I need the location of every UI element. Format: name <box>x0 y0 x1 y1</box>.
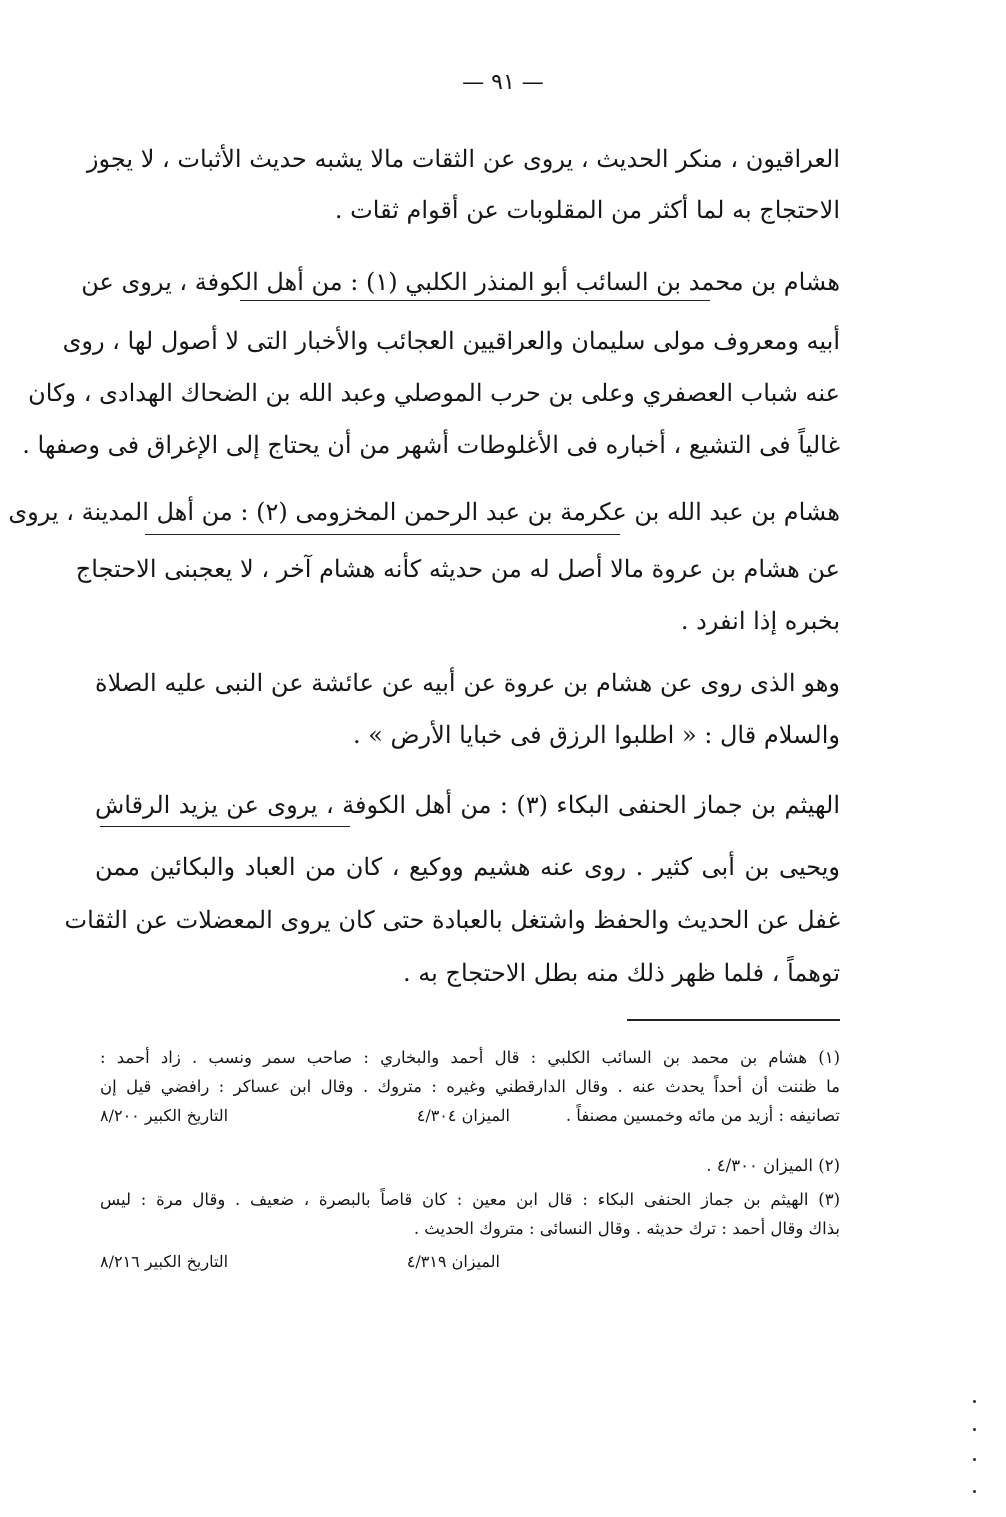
entry-name-underline <box>145 534 620 535</box>
text-line: غالياً فى التشيع ، أخباره فى الأغلوطات أشهر من أن يحتاج إلى الإغراق فى وصفها . <box>22 431 840 459</box>
footnote-separator <box>627 1019 840 1021</box>
footnote-line: (٢) الميزان ٤/٣٠٠ . <box>706 1156 840 1175</box>
text-line: غفل عن الحديث والحفظ واشتغل بالعبادة حتى كان يروى المعضلات عن الثقات <box>64 906 840 934</box>
entry-heading-line: هشام بن محمد بن السائب أبو المنذر الكلبي (١) : من أهل الكوفة ، يروى عن <box>81 268 840 296</box>
scan-speck <box>973 1490 976 1493</box>
text-line: عنه شباب العصفري وعلى بن حرب الموصلي وعبد الله بن الضحاك الهدادى ، وكان <box>28 379 840 407</box>
text-line: ويحيى بن أبى كثير . روى عنه هشيم ووكيع ، كان من العباد والبكائين ممن <box>95 853 840 881</box>
footnote-line: ما ظننت أن أحداً يحدث عنه . وقال الدارقطني وغيره : متروك . وقال ابن عساكر : رافضي قيل إن <box>100 1077 840 1096</box>
reference-tarikh: التاريخ الكبير ٨/٢١٦ <box>100 1252 229 1271</box>
entry-name-underline <box>240 300 710 301</box>
reference-mizan: الميزان ٤/٣١٩ <box>406 1252 500 1271</box>
entry-name-underline <box>100 826 350 827</box>
text-line: عن هشام بن عروة مالا أصل له من حديثه كأنه هشام آخر ، لا يعجبنى الاحتجاج <box>75 555 840 583</box>
text-line: بخبره إذا انفرد . <box>680 607 840 635</box>
footnote-line: تصانيفه : أزيد من مائه وخمسين مصنفاً . <box>565 1106 840 1125</box>
footnote-line: بذاك وقال أحمد : ترك حديثه . وقال النسائى : متروك الحديث . <box>413 1219 840 1238</box>
footnote-line: (١) هشام بن محمد بن السائب الكلبي : قال أحمد والبخاري : صاحب سمر ونسب . زاد أحمد : <box>100 1048 840 1067</box>
reference-mizan: الميزان ٤/٣٠٤ <box>416 1106 510 1125</box>
text-line: توهماً ، فلما ظهر ذلك منه بطل الاحتجاج به . <box>403 959 840 987</box>
scan-speck <box>973 1428 976 1431</box>
page-number: — ٩١ — <box>462 70 544 95</box>
reference-tarikh: التاريخ الكبير ٨/٢٠٠ <box>100 1106 229 1125</box>
text-line: وهو الذى روى عن هشام بن عروة عن أبيه عن عائشة عن النبى عليه الصلاة <box>95 669 840 697</box>
footnote-references <box>100 1249 840 1275</box>
footnote-references <box>100 1103 840 1129</box>
text-line: والسلام قال : « اطلبوا الرزق فى خبايا الأرض » . <box>352 721 840 749</box>
text-line: أبيه ومعروف مولى سليمان والعراقيين العجائب والأخبار التى لا أصول لها ، روى <box>62 327 840 355</box>
entry-heading-line: الهيثم بن جماز الحنفى البكاء (٣) : من أهل الكوفة ، يروى عن يزيد الرقاش <box>95 791 840 819</box>
footnote-line: (٣) الهيثم بن جماز الحنفى البكاء : قال ابن معين : كان قاصاً بالبصرة ، ضعيف . وقال مرة : ليس <box>100 1190 840 1209</box>
text-line: العراقيون ، منكر الحديث ، يروى عن الثقات مالا يشبه حديث الأثبات ، لا يجوز <box>86 145 840 173</box>
scan-speck <box>973 1458 976 1461</box>
text-line: الاحتجاج به لما أكثر من المقلوبات عن أقوام ثقات . <box>334 196 840 224</box>
entry-heading-line: هشام بن عبد الله بن عكرمة بن عبد الرحمن المخزومى (٢) : من أهل المدينة ، يروى <box>8 498 840 526</box>
scan-speck <box>973 1400 976 1403</box>
